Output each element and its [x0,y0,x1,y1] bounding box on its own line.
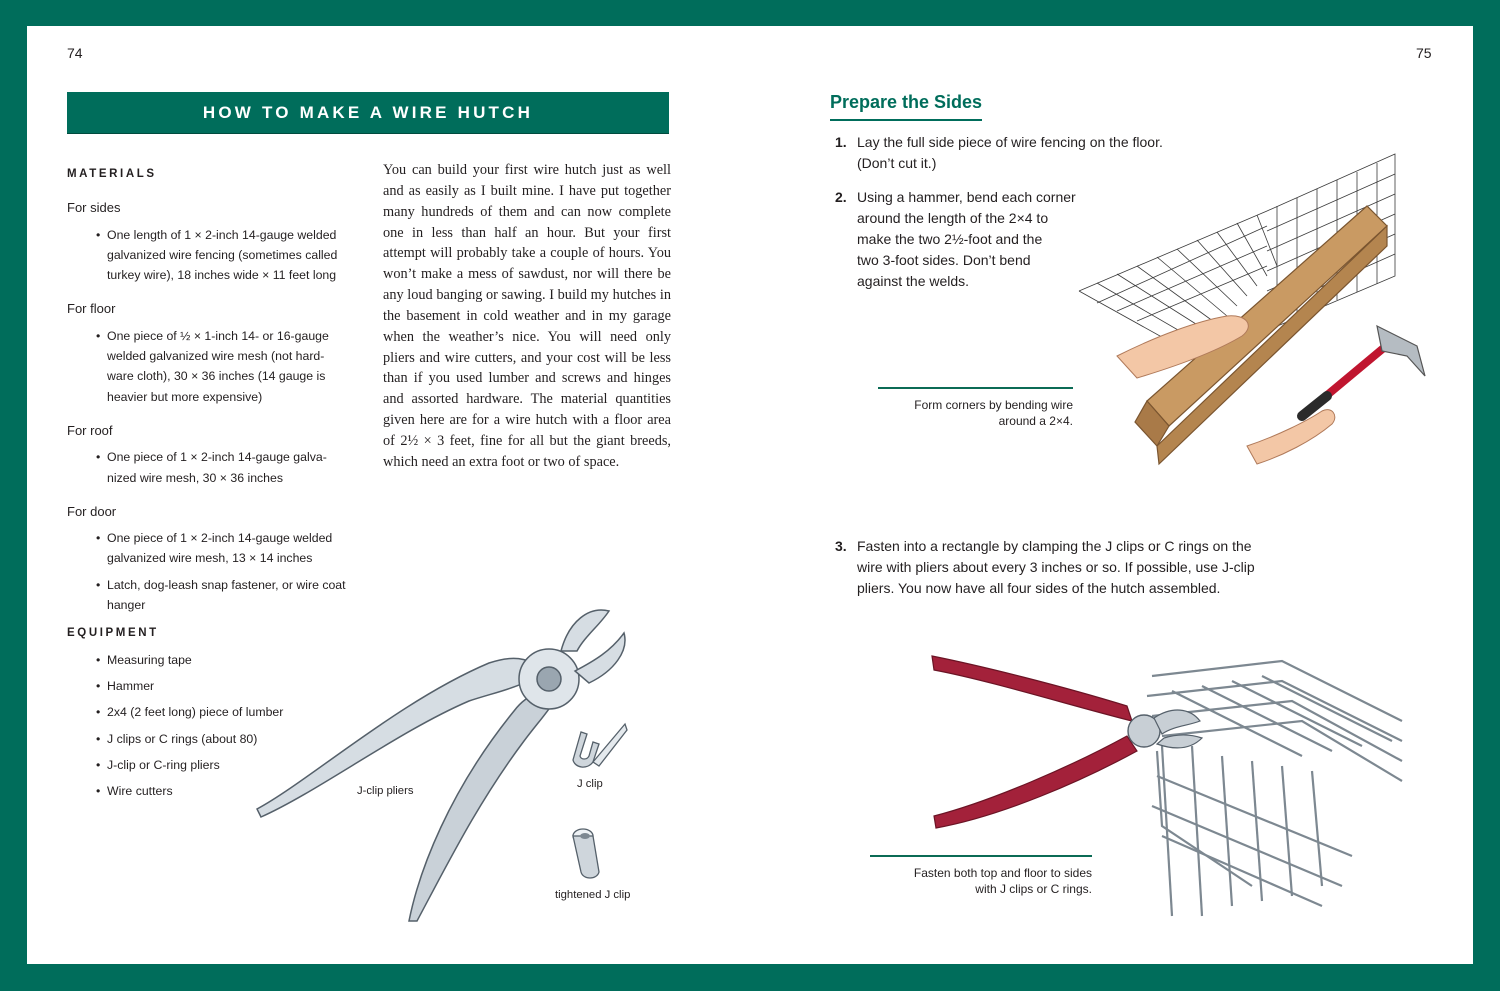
intro-paragraph: You can build your first wire hutch just as well and as easily as I built mine. I have put together many hundreds of them and can now complete one in less than half an hour. But your first attempt will probably take a couple of hours. You won’t make a mess of sawdust, nor will there be any loud banging or sawing. I build my hutches in the basement in cold weather and in my garage when the weather’s nice. You will need only pliers and wire cutters, and your cost will be less than if you used lumber and screws and hinges and assorted hardware. The material quantities given here are for a wire hutch with a floor area of 2½ × 3 feet, fine for all but the giant breeds, which need an extra foot or two of space. [383,162,671,470]
group-heading-floor: For floor [67,301,116,317]
list-item: • Hammer [96,678,155,693]
group-heading-roof: For roof [67,422,113,438]
list-item: • Wire cutters [96,784,173,799]
materials-heading: MATERIALS [67,168,157,180]
group-heading-sides: For sides [67,200,121,216]
tightened-j-clip-illustration [565,826,611,886]
list-item: • J-clip or C-ring pliers [96,757,220,772]
book-spread [27,26,1473,964]
list-item: • One piece of ½ × 1-inch 14- or 16-gauge welded galvanized wire mesh (not hard-ware cloth), 30 × 36 inches (14 gauge is heavier but more expensive) [96,328,329,404]
right-page-number: 75 [1416,45,1432,61]
caption-rule-fasten [870,855,1092,857]
wire-on-lumber-illustration [1077,146,1447,476]
section-title: Prepare the Sides [830,92,982,121]
caption-corners: Form corners by bending wire around a 2×4. [914,398,1073,428]
caption-rule-corners [878,387,1073,389]
caption-pliers: J-clip pliers [357,785,414,797]
list-item: • Latch, dog-leash snap fastener, or wire coat hanger [96,577,346,613]
left-page-number: 74 [67,45,83,61]
caption-fasten: Fasten both top and floor to sides with J clips or C rings. [913,866,1092,896]
list-item: • 2x4 (2 feet long) piece of lumber [96,705,284,720]
j-clip-illustration [567,722,631,772]
group-heading-door: For door [67,503,117,519]
list-item: • One piece of 1 × 2-inch 14-gauge welded galvanized wire mesh, 13 × 14 inches [96,531,333,566]
equipment-heading: EQUIPMENT [67,627,159,640]
step-1: 1. Lay the full side piece of wire fencing on the floor. (Don’t cut it.) [835,134,1163,171]
list-item: • J clips or C rings (about 80) [96,731,258,746]
list-item: • One length of 1 × 2-inch 14-gauge welded galvanized wire fencing (sometimes called turkey wire), 18 inches wide × 11 feet long [96,227,338,283]
banner-title: HOW TO MAKE A WIRE HUTCH [202,102,534,122]
section-banner [67,92,669,134]
caption-j-clip: J clip [577,778,603,790]
list-item: • Measuring tape [96,652,192,667]
step-2: 2. Using a hammer, bend each corner around the length of the 2×4 to make the two 2½-foot and the two 3-foot sides. Don’t bend against the welds. [835,189,1076,289]
step-3: 3. Fasten into a rectangle by clamping the J clips or C rings on the wire with pliers about every 3 inches or so. If possible, use J-clip pliers. You now have all four sides of the hutch assembled. [835,538,1255,596]
list-item: • One piece of 1 × 2-inch 14-gauge galva-nized wire mesh, 30 × 36 inches [96,450,327,485]
caption-tightened-j-clip: tightened J clip [555,889,631,901]
